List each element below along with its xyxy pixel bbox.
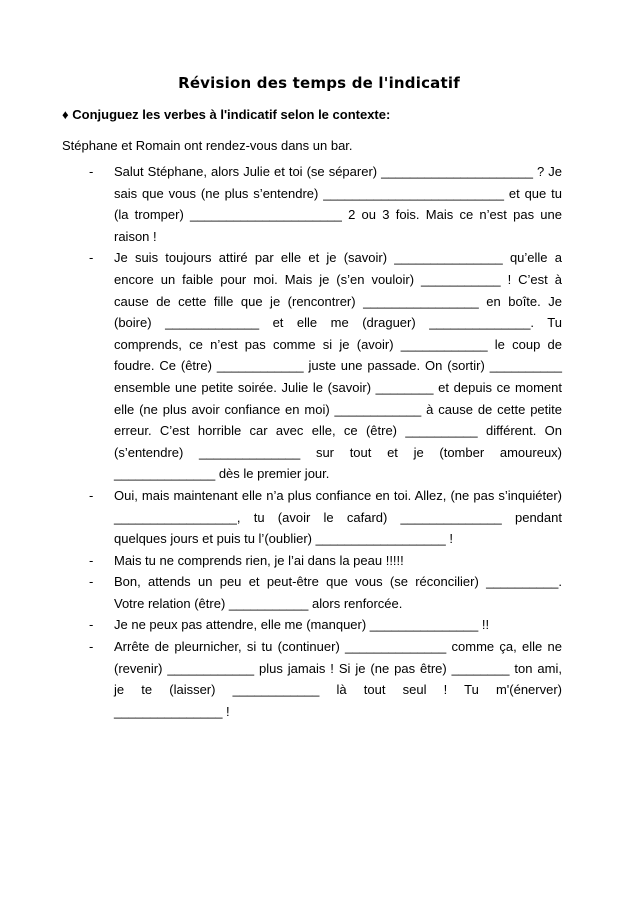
dialogue-item [62, 636, 562, 722]
dialogue-line: (boire) _____________ et elle me (draguer) ______________. Tu [114, 315, 562, 331]
dialogue-line: ______________ dès le premier jour. [114, 466, 330, 482]
dialogue-list [62, 161, 562, 722]
dash-marker: - [89, 487, 94, 503]
dialogue-item [62, 485, 562, 550]
dialogue-line: comprends, ce n’est pas comme si je (avoir) ____________ le coup de [114, 336, 562, 352]
dialogue-line: Arrête de pleurnicher, si tu (continuer) ______________ comme ça, elle ne [114, 639, 562, 655]
dialogue-line: je te (laisser) ____________ là tout seul ! Tu m'(énerver) [114, 682, 562, 698]
dialogue-item [62, 161, 562, 247]
dialogue-line: ensemble une petite soirée. Julie le (savoir) ________ et depuis ce moment [114, 379, 562, 395]
dialogue-line: sais que vous (ne plus s’entendre) _________________________ et que tu [114, 185, 562, 201]
dialogue-line: (la tromper) _____________________ 2 ou 3 fois. Mais ce n’est pas une [114, 207, 562, 223]
dialogue-line: Mais tu ne comprends rien, je l’ai dans la peau !!!!! [114, 552, 404, 568]
dash-marker: - [89, 552, 94, 568]
dialogue-item [62, 247, 562, 485]
instruction-text: ♦ Conjuguez les verbes à l'indicatif selon le contexte: [62, 107, 391, 122]
dash-marker: - [89, 250, 94, 266]
dialogue-line: foudre. Ce (être) ____________ juste une passade. On (sortir) __________ [114, 358, 562, 374]
dialogue-line: (s’entendre) ______________ sur tout et je (tomber amoureux) [114, 444, 562, 460]
dialogue-item [62, 571, 562, 614]
dialogue-line: encore un faible pour moi. Mais je (s’en vouloir) ___________ ! C’est à [114, 271, 562, 287]
dialogue-line: cause de cette fille que je (rencontrer) ________________ en boîte. Je [114, 293, 562, 309]
dialogue-line: Je ne peux pas attendre, elle me (manquer) _______________ !! [114, 617, 490, 633]
dialogue-line: Bon, attends un peu et peut-être que vous (se réconcilier) __________. [114, 574, 562, 590]
dialogue-line: Je suis toujours attiré par elle et je (savoir) _______________ qu’elle a [114, 250, 562, 266]
dialogue-line: quelques jours et puis tu l’(oublier) __________________ ! [114, 531, 453, 547]
intro-sentence: Stéphane et Romain ont rendez-vous dans un bar. [62, 138, 353, 153]
dialogue-line: Votre relation (être) ___________ alors renforcée. [114, 595, 403, 611]
dialogue-line: (revenir) ____________ plus jamais ! Si je (ne pas être) ________ ton ami, [114, 660, 562, 676]
dialogue-line: elle (ne plus avoir confiance en moi) ____________ à cause de cette petite [114, 401, 562, 417]
dialogue-line: _________________, tu (avoir le cafard) ______________ pendant [114, 509, 562, 525]
page-title: Révision des temps de l'indicatif [178, 74, 460, 92]
dialogue-line: raison ! [114, 228, 157, 244]
dialogue-line: Salut Stéphane, alors Julie et toi (se séparer) _____________________ ? Je [114, 164, 562, 179]
dash-marker: - [89, 574, 94, 590]
dialogue-item [62, 550, 562, 572]
dash-marker: - [89, 639, 94, 655]
dash-marker: - [89, 617, 94, 633]
dash-marker: - [89, 164, 94, 179]
dialogue-item [62, 614, 562, 636]
dialogue-line: _______________ ! [114, 703, 230, 719]
dialogue-line: Oui, mais maintenant elle n’a plus confiance en toi. Allez, (ne pas s’inquiéter) [114, 487, 562, 503]
dialogue-line: erreur. C’est horrible car avec elle, ce (être) __________ différent. On [114, 423, 562, 439]
